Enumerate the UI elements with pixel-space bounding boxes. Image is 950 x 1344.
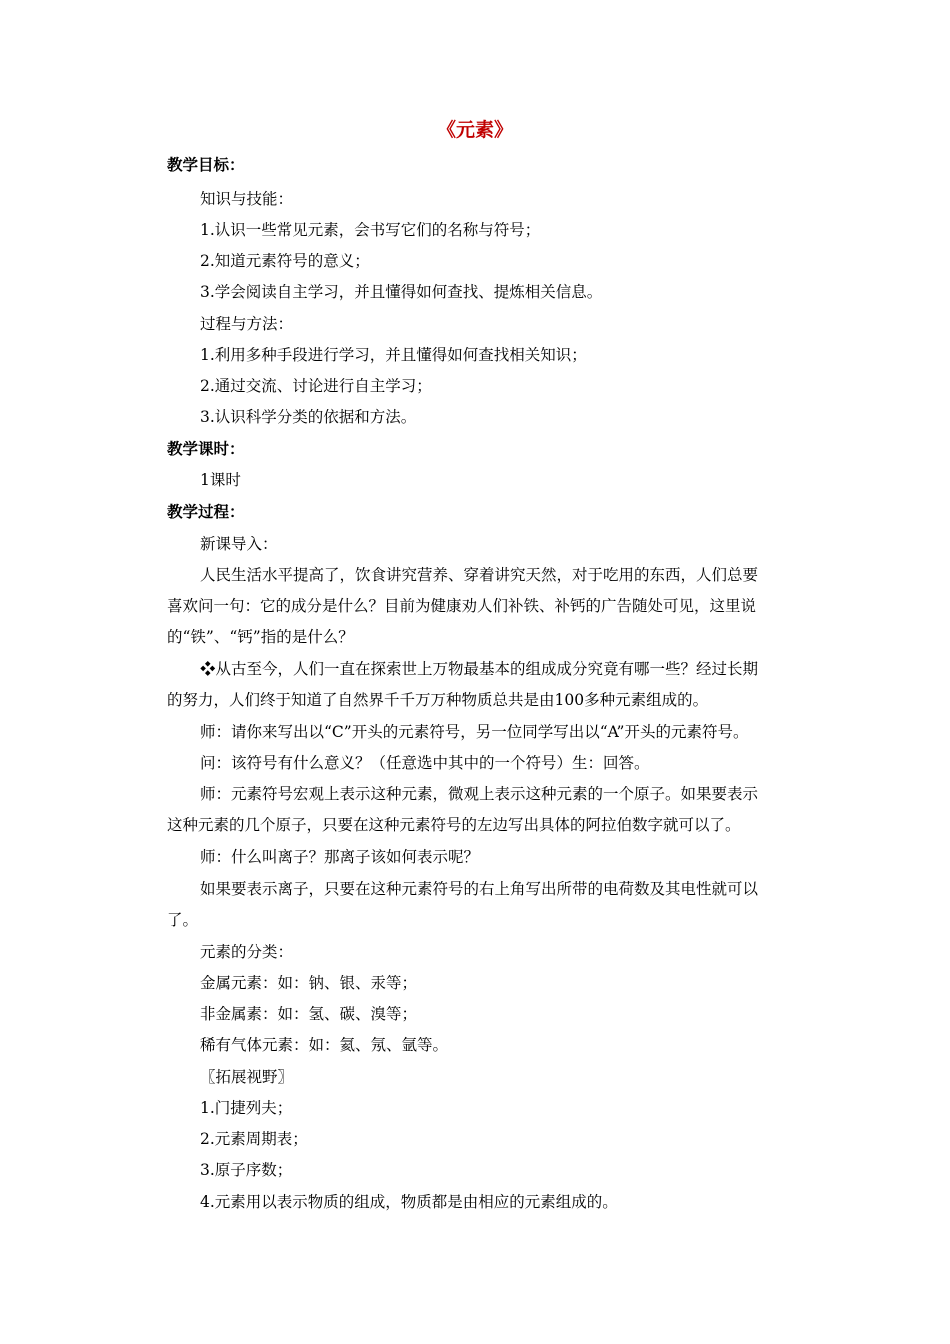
document-title: 《元素》	[436, 119, 513, 141]
classify-item: 稀有气体元素：如：氦、氖、氩等。	[200, 1036, 449, 1054]
knowledge-label: 知识与技能：	[200, 190, 294, 208]
process-item: 2.通过交流、讨论进行自主学习；	[200, 377, 432, 395]
classify-item: 金属元素：如：钠、银、汞等；	[200, 974, 418, 992]
process-item: 3.认识科学分类的依据和方法。	[200, 408, 417, 426]
classify-item: 非金属素：如：氢、碳、溴等；	[200, 1005, 418, 1023]
procedure-heading: 教学过程：	[167, 503, 245, 521]
expand-item: 1.门捷列夫；	[200, 1099, 293, 1117]
process-label: 过程与方法：	[200, 315, 294, 333]
goals-heading: 教学目标：	[167, 156, 245, 174]
paragraph-line: 的“铁”、“钙”指的是什么？	[167, 628, 354, 646]
hours-value: 1课时	[200, 471, 241, 489]
paragraph-line: 如果要表示离子，只要在这种元素符号的右上角写出所带的电荷数及其电性就可以	[200, 880, 759, 898]
question-line: 问：该符号有什么意义？（任意选中其中的一个符号）生：回答。	[200, 754, 650, 772]
teacher-line: 师：什么叫离子？那离子该如何表示呢？	[200, 848, 480, 866]
teacher-line: 师：请你来写出以“C”开头的元素符号，另一位同学写出以“A”开头的元素符号。	[200, 723, 749, 741]
expand-item: 4.元素用以表示物质的组成，物质都是由相应的元素组成的。	[200, 1193, 618, 1211]
intro-label: 新课导入：	[200, 535, 278, 553]
knowledge-item: 2.知道元素符号的意义；	[200, 252, 370, 270]
paragraph-line: 的努力，人们终于知道了自然界千千万万种物质总共是由100多种元素组成的。	[167, 691, 709, 709]
paragraph-line: 这种元素的几个原子，只要在这种元素符号的左边写出具体的阿拉伯数字就可以了。	[167, 816, 741, 834]
expand-item: 3.原子序数；	[200, 1161, 293, 1179]
paragraph-line: ❖从古至今，人们一直在探索世上万物最基本的组成成分究竟有哪一些？经过长期	[200, 660, 759, 678]
paragraph-line: 人民生活水平提高了，饮食讲究营养、穿着讲究天然，对于吃用的东西，人们总要	[200, 566, 759, 584]
classify-label: 元素的分类：	[200, 943, 294, 961]
hours-heading: 教学课时：	[167, 440, 245, 458]
paragraph-line: 了。	[167, 911, 199, 929]
expand-label: 〖拓展视野〗	[200, 1068, 294, 1086]
expand-item: 2.元素周期表；	[200, 1130, 308, 1148]
knowledge-item: 1.认识一些常见元素，会书写它们的名称与符号；	[200, 221, 541, 239]
knowledge-item: 3.学会阅读自主学习，并且懂得如何查找、提炼相关信息。	[200, 283, 603, 301]
paragraph-line: 喜欢问一句：它的成分是什么？目前为健康劝人们补铁、补钙的广告随处可见，这里说	[167, 597, 757, 615]
paragraph-line: 师：元素符号宏观上表示这种元素，微观上表示这种元素的一个原子。如果要表示	[200, 785, 759, 803]
process-item: 1.利用多种手段进行学习，并且懂得如何查找相关知识；	[200, 346, 587, 364]
